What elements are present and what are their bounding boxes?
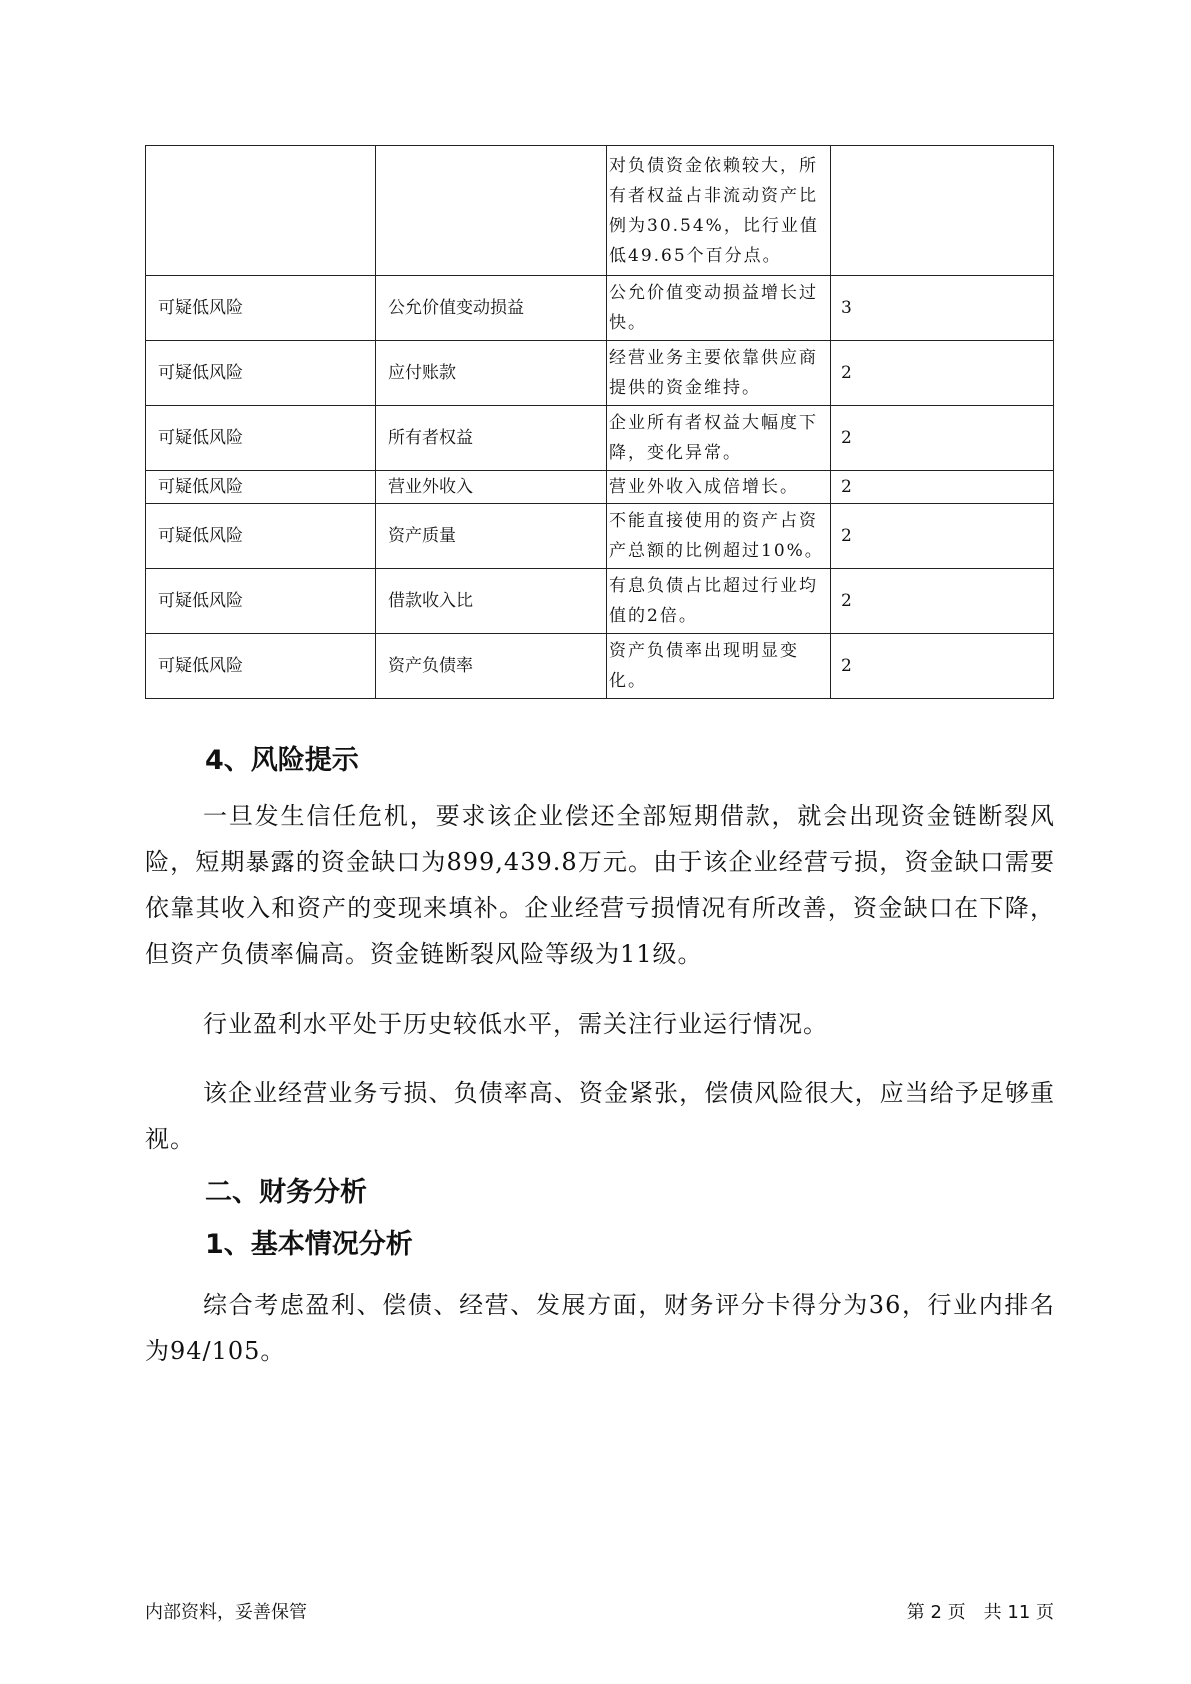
table-row — [146, 634, 1054, 699]
risk-warning-paragraph-1: 一旦发生信任危机，要求该企业偿还全部短期借款，就会出现资金链断裂风险，短期暴露的资金缺口为899,439.8万元。由于该企业经营亏损，资金缺口需要依靠其收入和资产的变现来填补。企业经营亏损情况有所改善，资金缺口在下降，但资产负债率偏高。资金链断裂风险等级为11级。 — [145, 802, 1055, 968]
risk-desc-cell: 企业所有者权益大幅度下降，变化异常。 — [607, 406, 831, 471]
table-row — [146, 471, 1054, 504]
risk-score-cell: 3 — [831, 276, 1054, 341]
risk-warning-paragraph-3: 该企业经营业务亏损、负债率高、资金紧张，偿债风险很大，应当给予足够重视。 — [145, 1079, 1055, 1153]
risk-desc-cell: 资产负债率出现明显变化。 — [607, 634, 831, 699]
subsection-heading-basic-analysis: 1、基本情况分析 — [205, 1229, 413, 1260]
risk-item-cell: 公允价值变动损益 — [376, 276, 607, 341]
table-row — [146, 341, 1054, 406]
risk-score-cell: 2 — [831, 406, 1054, 471]
risk-level-cell: 可疑低风险 — [146, 406, 376, 471]
risk-score-cell: 2 — [831, 341, 1054, 406]
risk-level-cell: 可疑低风险 — [146, 569, 376, 634]
risk-item-cell: 所有者权益 — [376, 406, 607, 471]
footer-page-number: 第 2 页 共 11 页 — [906, 1602, 1054, 1623]
risk-desc-cell: 不能直接使用的资产占资产总额的比例超过10%。 — [607, 504, 831, 569]
table-row — [146, 276, 1054, 341]
risk-item-cell — [376, 146, 607, 276]
risk-desc-cell: 有息负债占比超过行业均值的2倍。 — [607, 569, 831, 634]
risk-score-cell: 2 — [831, 504, 1054, 569]
risk-score-cell: 2 — [831, 569, 1054, 634]
risk-score-cell: 2 — [831, 471, 1054, 504]
risk-desc-cell: 经营业务主要依靠供应商提供的资金维持。 — [607, 341, 831, 406]
footer-confidential-note: 内部资料，妥善保管 — [145, 1602, 307, 1623]
risk-item-cell: 营业外收入 — [376, 471, 607, 504]
risk-desc-cell: 公允价值变动损益增长过快。 — [607, 276, 831, 341]
risk-level-cell: 可疑低风险 — [146, 634, 376, 699]
table-row — [146, 146, 1054, 276]
table-row — [146, 569, 1054, 634]
risk-level-cell — [146, 146, 376, 276]
table-row — [146, 406, 1054, 471]
risk-score-cell — [831, 146, 1054, 276]
risk-item-cell: 借款收入比 — [376, 569, 607, 634]
risk-table — [145, 145, 1054, 699]
section-heading-financial-analysis: 二、财务分析 — [205, 1177, 367, 1208]
risk-desc-cell: 营业外收入成倍增长。 — [607, 471, 831, 504]
risk-item-cell: 资产负债率 — [376, 634, 607, 699]
risk-warning-paragraph-2: 行业盈利水平处于历史较低水平，需关注行业运行情况。 — [203, 1010, 828, 1038]
risk-level-cell: 可疑低风险 — [146, 276, 376, 341]
risk-desc-cell: 对负债资金依赖较大，所有者权益占非流动资产比例为30.54%，比行业值低49.65个百分点。 — [607, 146, 831, 276]
risk-item-cell: 资产质量 — [376, 504, 607, 569]
section-heading-risk-warning: 4、风险提示 — [205, 745, 359, 776]
basic-analysis-paragraph: 综合考虑盈利、偿债、经营、发展方面，财务评分卡得分为36，行业内排名为94/105。 — [145, 1291, 1055, 1365]
risk-level-cell: 可疑低风险 — [146, 341, 376, 406]
table-row — [146, 504, 1054, 569]
risk-level-cell: 可疑低风险 — [146, 471, 376, 504]
risk-level-cell: 可疑低风险 — [146, 504, 376, 569]
risk-score-cell: 2 — [831, 634, 1054, 699]
risk-item-cell: 应付账款 — [376, 341, 607, 406]
